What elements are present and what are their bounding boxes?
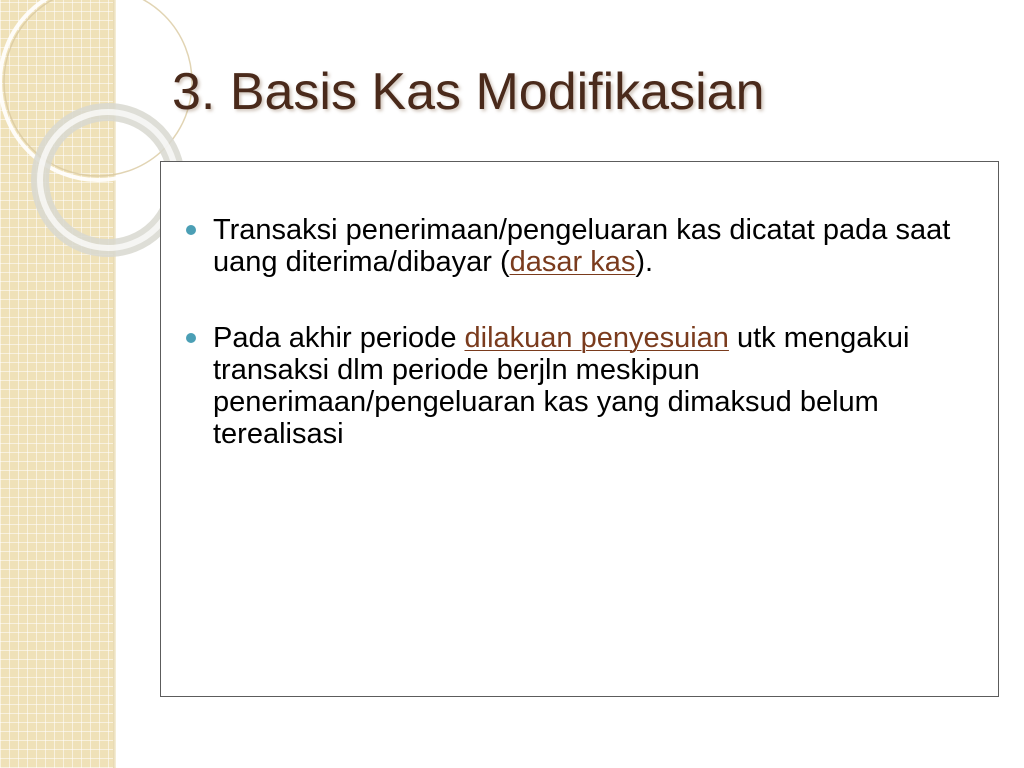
bullet-item	[213, 322, 1003, 450]
link-dasar-kas[interactable]: dasar kas	[509, 246, 636, 278]
slide-title: 3. Basis Kas Modifikasian	[172, 63, 765, 121]
bullet-text-end: utk mengakui transaksi dlm periode berjln meskipun penerimaan/pengeluaran kas yang dimaksud belum terealisasi	[213, 322, 910, 450]
bullet-item	[213, 214, 1003, 278]
bullet-text: Transaksi penerimaan/pengeluaran kas dicatat pada saat uang diterima/dibayar (	[213, 214, 951, 278]
content-box	[160, 161, 999, 697]
bullet-dot-icon	[186, 333, 196, 343]
bullet-dot-icon	[186, 225, 196, 235]
bullet-text-end: ).	[635, 246, 654, 278]
bullet-text: Pada akhir periode	[213, 322, 465, 354]
link-dilakuan-penyesuian[interactable]: dilakuan penyesuian	[464, 322, 729, 354]
bullet-list	[213, 214, 1003, 494]
